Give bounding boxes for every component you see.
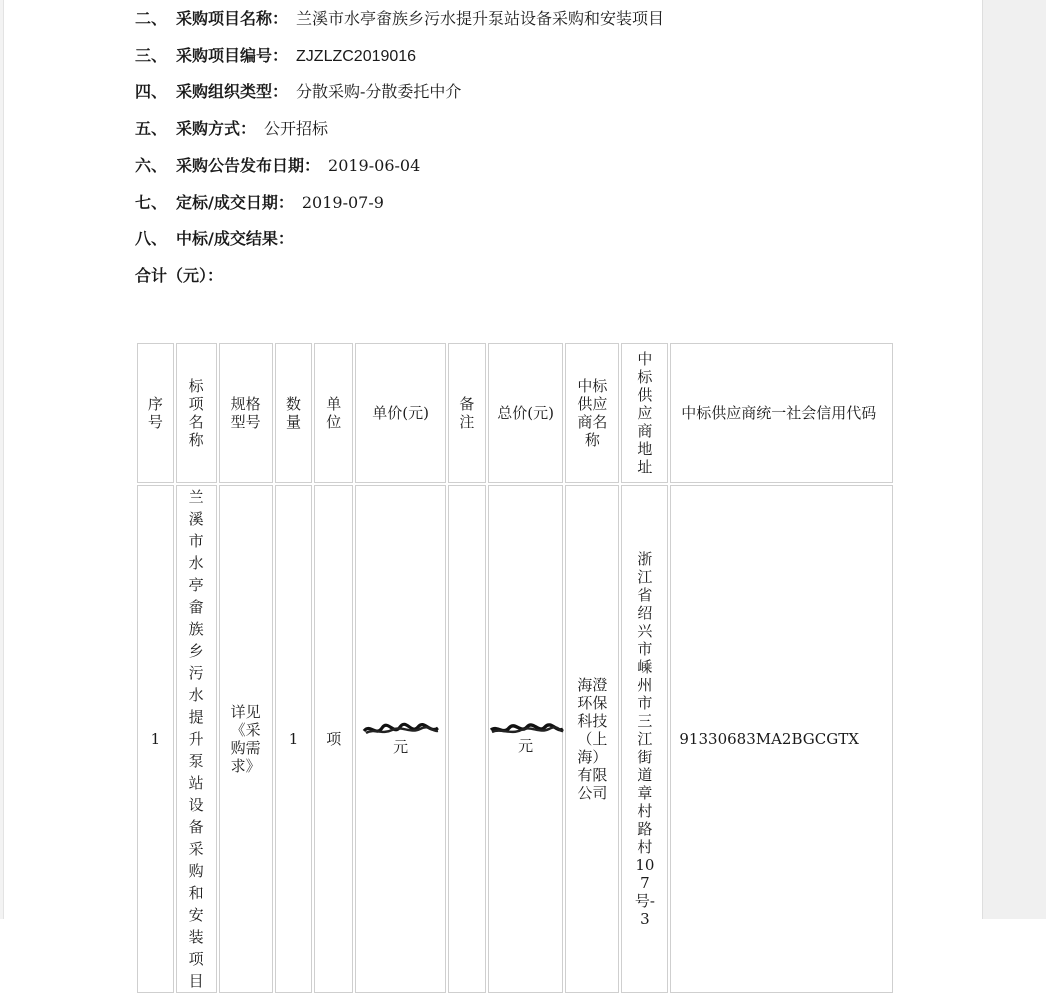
header-cell — [621, 343, 668, 483]
header-cell — [355, 343, 446, 483]
header-item-name: 标项名称 — [188, 377, 204, 449]
header-supplier-address: 中标供应商地址 — [637, 350, 653, 476]
info-label: 采购组织类型： — [176, 82, 289, 101]
header-cell — [219, 343, 273, 483]
header-credit-code: 中标供应商统一社会信用代码 — [681, 404, 877, 422]
info-number: 七、 — [135, 193, 168, 212]
cell-supplier-address-wrap — [621, 485, 668, 993]
header-supplier-name: 中标供应商名称 — [577, 377, 608, 449]
header-cell — [176, 343, 217, 483]
header-cell — [275, 343, 313, 483]
info-org-type — [135, 82, 461, 102]
total-price-unit: 元 — [518, 737, 534, 755]
info-value: ZJZLZC2019016 — [296, 48, 417, 65]
info-number: 六、 — [135, 156, 168, 175]
header-cell — [448, 343, 486, 483]
header-cell — [314, 343, 353, 483]
info-project-name — [135, 9, 664, 29]
info-award-result — [135, 229, 302, 249]
page-left-edge — [0, 0, 4, 919]
info-value: 2019-06-04 — [328, 156, 421, 175]
info-publish-date — [135, 156, 420, 176]
result-table-viewport[interactable] — [135, 341, 877, 990]
cell-unit-price — [355, 485, 446, 993]
info-label: 中标/成交结果： — [176, 229, 294, 248]
header-cell — [488, 343, 564, 483]
cell-supplier-address: 浙江省绍兴市嵊州市三江街道章村路村107号-3 — [634, 550, 655, 928]
info-label: 定标/成交日期： — [176, 193, 294, 212]
header-cell — [670, 343, 893, 483]
unit-price-unit: 元 — [393, 738, 409, 756]
total-label: 合计（元）： — [135, 266, 224, 285]
info-value: 分散采购-分散委托中介 — [296, 82, 462, 101]
info-value: 公开招标 — [264, 119, 329, 138]
cell-supplier-name-wrap — [565, 485, 619, 993]
info-award-date — [135, 193, 384, 213]
info-number: 八、 — [135, 229, 168, 248]
info-label: 采购项目编号： — [176, 46, 289, 65]
info-number: 三、 — [135, 46, 168, 65]
info-number: 五、 — [135, 119, 168, 138]
info-number: 四、 — [135, 82, 168, 101]
info-value: 2019-07-9 — [301, 193, 384, 212]
cell-quantity: 1 — [275, 485, 313, 993]
header-unit: 单位 — [326, 395, 342, 431]
cell-remark — [448, 485, 486, 993]
redaction-scribble — [489, 723, 565, 737]
redaction-scribble — [362, 722, 440, 738]
header-cell — [565, 343, 619, 483]
info-value: 兰溪市水亭畲族乡污水提升泵站设备采购和安装项目 — [296, 9, 665, 28]
header-unit-price: 单价(元) — [372, 404, 429, 422]
cell-supplier-name: 海澄环保科技（上海）有限公司 — [577, 676, 608, 802]
table-row — [137, 485, 893, 993]
info-label: 采购公告发布日期： — [176, 156, 321, 175]
header-spec: 规格型号 — [230, 395, 261, 431]
info-project-code — [135, 46, 416, 67]
cell-item-name: 兰溪市水亭畲族乡污水提升泵站设备采购和安装项目 — [188, 488, 204, 990]
header-cell — [137, 343, 174, 483]
info-number: 二、 — [135, 9, 168, 28]
cell-total-price — [488, 485, 564, 993]
cell-credit-code-wrap — [670, 485, 893, 993]
page-right-gutter — [982, 0, 1046, 919]
cell-spec-wrap — [219, 485, 273, 993]
info-label: 采购方式： — [176, 119, 257, 138]
result-table — [135, 341, 895, 995]
cell-credit-code: 91330683MA2BGCGTX — [679, 730, 859, 748]
header-total-price: 总价(元) — [497, 404, 554, 422]
cell-unit: 项 — [314, 485, 353, 993]
info-procurement-method — [135, 119, 328, 139]
cell-index: 1 — [137, 485, 174, 993]
info-label: 采购项目名称： — [176, 9, 289, 28]
header-remark: 备注 — [459, 395, 475, 431]
table-header-row — [137, 343, 893, 483]
cell-item-name-wrap — [176, 485, 217, 993]
cell-spec: 详见《采购需求》 — [230, 703, 261, 775]
header-quantity: 数量 — [286, 395, 302, 431]
header-index: 序号 — [147, 395, 163, 431]
